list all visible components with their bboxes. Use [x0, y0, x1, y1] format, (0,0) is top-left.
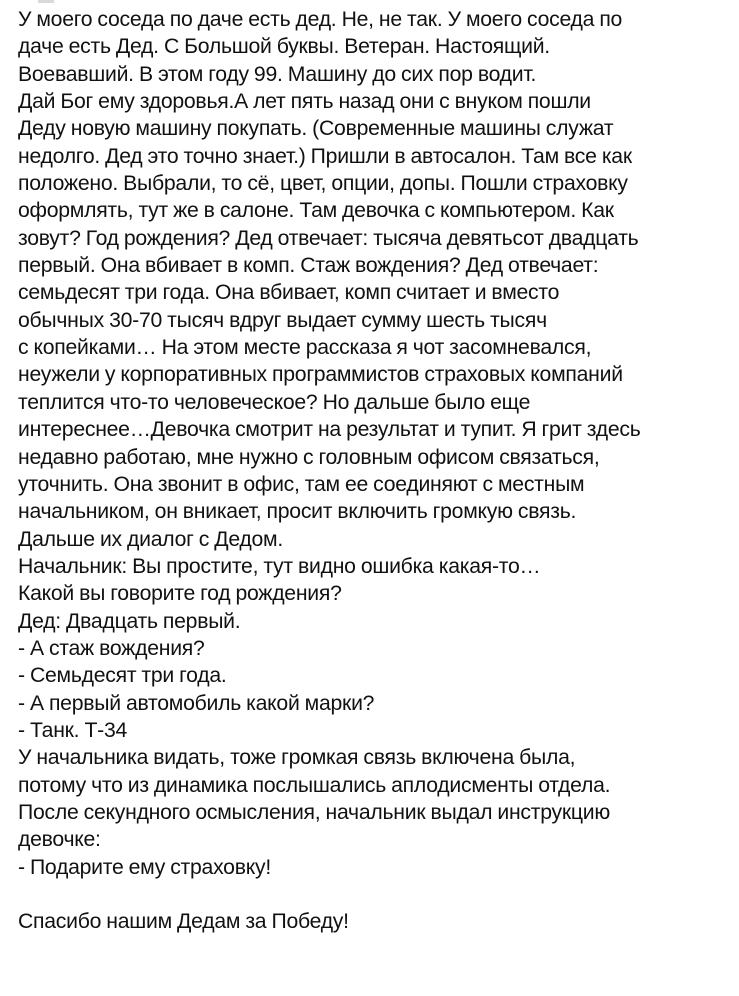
story-line: теплится что-то человеческое? Но дальше было еще	[18, 390, 531, 414]
story-line: первый. Она вбивает в комп. Стаж вождения? Дед отвечает:	[18, 254, 599, 278]
story-line: оформлять, тут же в салоне. Там девочка с компьютером. Как	[18, 199, 614, 223]
story-text	[18, 6, 734, 936]
story-line: недолго. Дед это точно знает.) Пришли в автосалон. Там все как	[18, 144, 632, 168]
story-line: начальником, он вникает, просит включить громкую связь.	[18, 500, 577, 524]
story-line: зовут? Год рождения? Дед отвечает: тысяча девятьсот двадцать	[18, 226, 639, 250]
story-line: уточнить. Она звонит в офис, там ее соединяют с местным	[18, 472, 585, 496]
story-line: семьдесят три года. Она вбивает, комп считает и вместо	[18, 281, 560, 305]
story-line: девочке:	[18, 828, 101, 852]
story-line: Дай Бог ему здоровья.А лет пять назад они с внуком пошли	[18, 90, 591, 114]
top-edge-fragment	[38, 0, 54, 3]
story-line: недавно работаю, мне нужно с головным офисом связаться,	[18, 445, 600, 469]
story-line: даче есть Дед. С Большой буквы. Ветеран. Настоящий.	[18, 35, 550, 59]
story-line: неужели у корпоративных программистов страховых компаний	[18, 363, 623, 387]
story-line: положено. Выбрали, то сё, цвет, опции, допы. Пошли страховку	[18, 172, 628, 196]
dialogue-line: - А стаж вождения?	[18, 636, 205, 660]
story-line: После секундного осмысления, начальник выдал инструкцию	[18, 800, 610, 824]
story-line: интереснее…Девочка смотрит на результат и тупит. Я грит здесь	[18, 418, 641, 442]
dialogue-line: - Танк. Т-34	[18, 718, 128, 742]
story-line: обычных 30-70 тысяч вдруг выдает сумму шесть тысяч	[18, 308, 547, 332]
story-line: У моего соседа по даче есть дед. Не, не так. У моего соседа по	[18, 8, 623, 31]
dialogue-line: - Семьдесят три года.	[18, 664, 227, 688]
dialogue-line: Какой вы говорите год рождения?	[18, 582, 342, 606]
dialogue-line: - Подарите ему страховку!	[18, 855, 271, 879]
story-line: потому что из динамика послышались аплодисменты отдела.	[18, 773, 611, 797]
story-line: Деду новую машину покупать. (Современные машины служат	[18, 117, 614, 141]
dialogue-line: Дед: Двадцать первый.	[18, 609, 241, 633]
paragraph-gap	[18, 881, 734, 908]
story-line: с копейками… На этом месте рассказа я чот засомневался,	[18, 336, 592, 360]
closing-line: Спасибо нашим Дедам за Победу!	[18, 910, 349, 934]
dialogue-line: - А первый автомобиль какой марки?	[18, 691, 375, 715]
story-line: У начальника видать, тоже громкая связь включена была,	[18, 746, 576, 770]
story-line: Дальше их диалог с Дедом.	[18, 527, 283, 551]
dialogue-line: Начальник: Вы простите, тут видно ошибка какая-то…	[18, 554, 541, 578]
story-line: Воевавший. В этом году 99. Машину до сих пор водит.	[18, 62, 537, 86]
